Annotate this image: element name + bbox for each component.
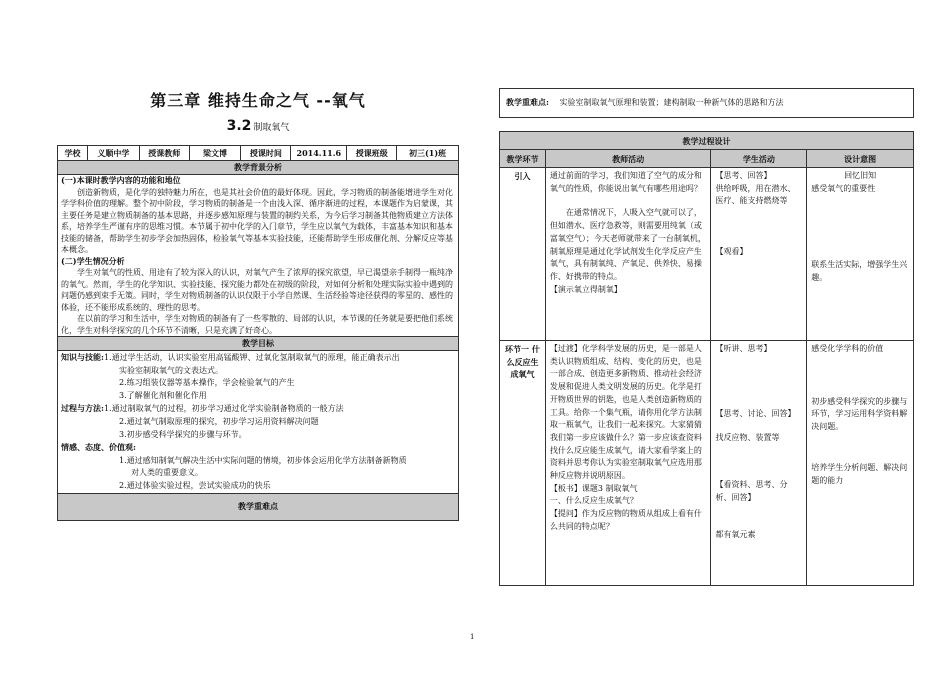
section-two-title: (二)学生情况分析 (61, 255, 125, 266)
process-goal-2: 2.通过氧气制取原理的探究，初步学习运用资料解决问题 (119, 416, 319, 426)
teacher-activity: 【过渡】化学科学发展的历史，是一部是人类认识物质组成、结构、变化的历史，也是一部合成、创造更多新物质、推动社会经济发展和促进人类文明发展的历史。化学是打开物质世界的钥匙，也是人类创造新物质的工具。给你一个集气瓶，请你用化学方法制取一瓶氧气，让我们一起来探究。大家猜猜我们第一步应该做什么？第一步应该查资料找什么反应能生成氧气，请大家看学案上的资料并思考你认为实验室制取氧气应选用那种反应物并说明原因。 【板书】课题3 制取氧气 一、什么反应生成氧气？ 【提问】作为反应物的物质从组成上看有什么共同的特点呢？ (545, 341, 711, 586)
key-points-text: 实验室制取氧气原理和装置；建构制取一种新气体的思路和方法 (559, 98, 784, 107)
background-heading: 教学背景分析 (58, 161, 459, 175)
time-label: 授课时间 (241, 146, 291, 161)
knowledge-goal-2: 2.练习组装仪器等基本操作，学会检验氧气的产生 (119, 378, 295, 388)
design-intent: 感受化学学科的价值 初步感受科学探究的步骤与环节，学习运用科学资料解决问题。 培养学生分析问题、解决问题的能力 (807, 341, 914, 586)
page-number: 1 (470, 633, 475, 641)
col-stage: 教学环节 (500, 150, 546, 168)
knowledge-label: 知识与技能: (61, 352, 104, 362)
key-points-box (499, 88, 914, 118)
document-title: 第三章 维持生命之气 --氧气 (150, 91, 366, 110)
lesson-number: 3.2 (226, 118, 252, 134)
process-label: 过程与方法: (61, 403, 104, 414)
info-row (58, 146, 459, 161)
background-content (58, 175, 459, 337)
school-label: 学校 (58, 146, 88, 161)
process-goal-3: 3.初步感受科学探究的步骤与环节。 (119, 429, 247, 439)
student-activity: 【思考、回答】 供给呼吸，用在潜水、医疗、能支持燃烧等 【观看】 (711, 168, 807, 341)
process-heading: 教学过程设计 (500, 132, 914, 150)
knowledge-goal-3: 3.了解催化剂和催化作用 (119, 390, 207, 400)
teacher-activity: 通过前面的学习，我们知道了空气的成分和氧气的性质，你能说出氧气有哪些用途吗？ 在通常情况下，人吸入空气就可以了，但如潜水、医疗急救等，则需要用纯氧（或富氧空气）；今天老师就带来了一台制氧机，制氧原理是通过化学试剂发生化学反应产生氧气，具有制氧纯、产氧足、供养快、易操作、好携带的特点。 【演示氧立得制氧】 (545, 168, 711, 341)
stage-intro: 引入 (500, 168, 546, 341)
lesson-subtitle (60, 118, 456, 134)
key-points-heading: 教学重难点 (58, 493, 459, 520)
col-student: 学生活动 (711, 150, 807, 168)
section-two-para-one: 学生对氧气的性质、用途有了较为深入的认识，对氧气产生了浓厚的探究欲望，早已渴望亲手制得一瓶纯净的氧气。然而，学生的化学知识、实验技能、探究能力都处在初级的阶段，对如何分析和处理实际实验中遇到的问题仍感到束手无策。同时，学生对物质制备的认识仅限于小学自然课、生活经验等途径获得的零星的、感性的体验，还不能形成系统的、理性的思考。 (61, 268, 453, 312)
lesson-name: 制取氧气 (253, 123, 290, 133)
key-points-label: 教学重难点: (506, 97, 549, 107)
emotion-label: 情感、态度、价值观: (61, 442, 136, 453)
school-value: 义顺中学 (87, 146, 139, 161)
col-teacher: 教师活动 (545, 150, 711, 168)
process-table (499, 131, 914, 586)
goals-content (58, 351, 459, 494)
teacher-label: 授课教师 (139, 146, 189, 161)
design-intent: 回忆旧知 感受氧气的重要性 联系生活实际，增强学生兴趣。 (807, 168, 914, 341)
section-one-text: 创造新物质，是化学的独特魅力所在，也是其社会价值的最好体现。因此，学习物质的制备能增进学生对化学学科价值的理解。整个初中阶段，学习物质的制备是一个由浅入深、循序渐进的过程，本课题作为启蒙课，其主要任务是建立物质制备的基本思路，并逐步感知原理与装置的制约关系，为今后学习制备其他物质建立方法体系，培养学生严谨有序的思维习惯。本节属于初中化学的入门章节，学生应以氧气为载体，丰富基本知识和基本技能的储备，帮助学生初步学会加热固体，检验氧气等基本实验技能，还能帮助学生形成催化剂、分解反应等基本概念。 (61, 187, 453, 254)
section-one-title: (一)本课时教学内容的功能和地位 (61, 175, 181, 185)
table-row (500, 341, 914, 586)
knowledge-goal-1b: 实验室制取氧气的文表达式。 (119, 365, 223, 375)
col-intent: 设计意图 (807, 150, 914, 168)
teacher-value: 梁文博 (189, 146, 241, 161)
knowledge-goal-1: 知识与技能:1.通过学生活动，认识实验室用高锰酸钾、过氧化氢制取氧气的原理，能正确表示出 (61, 352, 400, 362)
section-two-para-two: 在以前的学习和生活中，学生对物质的制备有了一些零散的、局部的认识，本节课的任务就是要把他们系统化，学生对科学探究的几个环节不清晰，只是充满了好奇心。 (61, 314, 453, 335)
lesson-info-table (57, 145, 459, 521)
process-goal-1: 过程与方法:1.通过制取氧气的过程，初步学习通过化学实验制备物质的一般方法 (61, 403, 344, 414)
time-value: 2014.11.6 (291, 146, 347, 161)
emotion-goal-1b: 对人类的重要意义。 (131, 468, 203, 478)
student-activity: 【听讲、思考】 【思考、讨论、回答】 找反应物、装置等 【看资料、思考、分析、回答】 都有氧元素 (711, 341, 807, 586)
table-row (500, 168, 914, 341)
emotion-goal-2: 2.通过体验实验过程，尝试实验成功的快乐 (119, 480, 271, 490)
class-value: 初三(1)班 (397, 146, 459, 161)
class-label: 授课班级 (347, 146, 397, 161)
goals-heading: 教学目标 (58, 337, 459, 351)
emotion-goal-1: 1.通过感知制氧气解决生活中实际问题的情境，初步体会运用化学方法制备新物质 (119, 455, 407, 465)
stage-one: 环节一 什么反应生成氧气 (500, 341, 546, 586)
